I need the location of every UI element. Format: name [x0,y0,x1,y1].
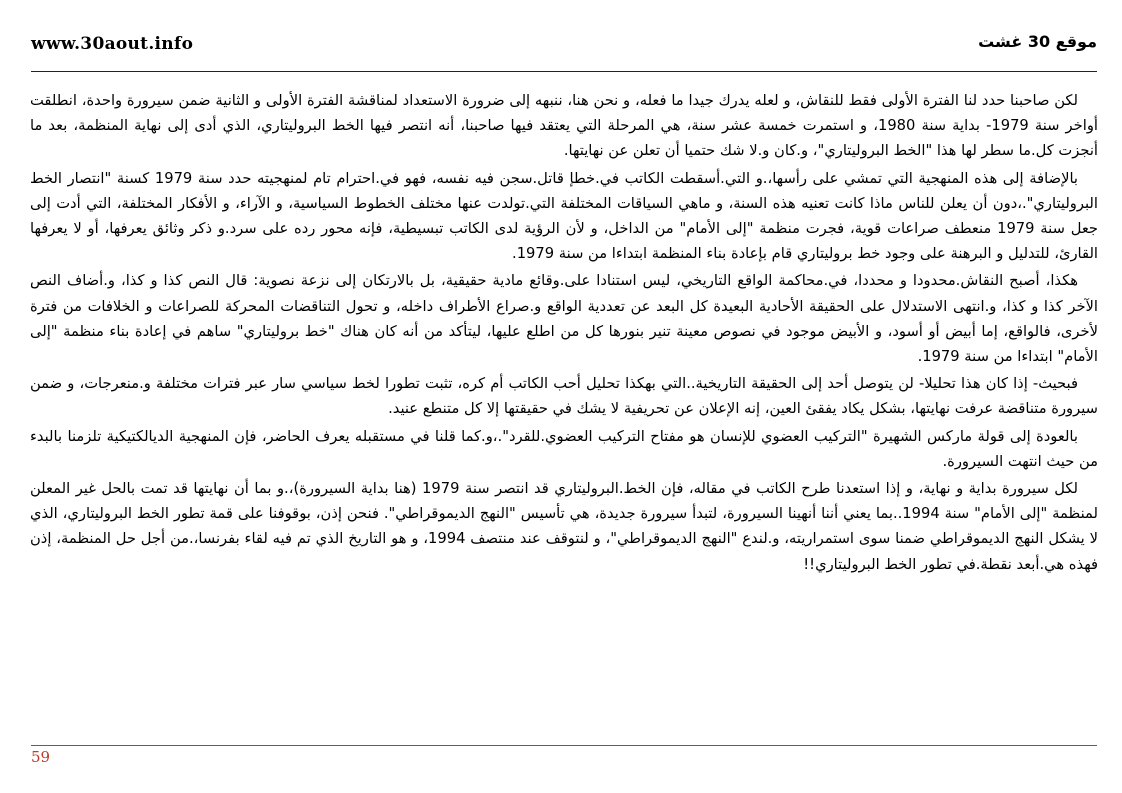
paragraph: لكن صاحبنا حدد لنا الفترة الأولى فقط للنقاش، و لعله يدرك جيدا ما فعله، و نحن هنا، ننبهه إلى ضرورة الاستعداد لمناقشة الفترة الأولى و الثانية ضمن سيرورة واحدة، انطلقت أواخر سنة 1979- بداية سنة 1980، و استمرت خمسة عشر سنة، هي المرحلة التي يعتقد فيها صاحبنا، أنه انتصر فيها الخط البروليتاري، الذي أدى إلى نهاية المنظمة، بعد ما أنجزت كل.ما سطر لها هذا "الخط البروليتاري"، و.كان و.لا شك حتميا أن تعلن عن نهايتها. [30,92,1098,160]
header-divider [31,71,1097,72]
page-header [31,30,1097,70]
paragraph: بالإضافة إلى هذه المنهجية التي تمشي على رأسها،.و التي.أسقطت الكاتب في.خطإ قاتل.سجن فيه نفسه، فهو في.احترام تام لمنهجيته حدد سنة 1979 كسنة "انتصار الخط البروليتاري".،دون أن يعلن للناس ماذا كانت تعنيه هذه السنة، و ماهي السياقات المختلفة التي.تولدت عنها مختلف الخطوط السياسية، و الآراء، و الأفكار المختلفة، التي أدت إلى جعل سنة 1979 منعطف صراعات قوية، فجرت منظمة "إلى الأمام" من الداخل، و لأن الرؤية لدى الكاتب تبسيطية، فإنه محور رده على سرد.و ذكر وثائق يعرفها، أو لا يعرفها القارئ، للتدليل و البرهنة على وجود خط بروليتاري قام بإعادة بناء المنظمة ابتداءا من سنة 1979. [30,169,1098,263]
paragraph: فبحيث- إذا كان هذا تحليلا- لن يتوصل أحد إلى الحقيقة التاريخية..التي بهكذا تحليل أحب الكاتب أم كره، تثبت تطورا لخط سياسي سار عبر فترات مختلفة و.منعرجات، و ضمن سيرورة متناقضة عرفت نهايتها، بشكل يكاد يفقئ العين، إنه الإعلان عن تحريفية لا يشك في حقيقتها إلا كل متنطع عنيد. [30,375,1098,418]
footer-divider [31,745,1097,746]
site-url: www.30aout.info [31,34,194,54]
paragraph: هكذا، أصبح النقاش.محدودا و محددا، في.محاكمة الواقع التاريخي، ليس استنادا على.وقائع مادية حقيقية، بل بالارتكان إلى نزعة نصوية: قال النص كذا و كذا، و.أضاف النص الآخر كذا و كذا، و.انتهى الاستدلال على الحقيقة الأحادية البعيدة كل البعد عن تعددية الواقع و.صراع الأطراف داخله، و تحول التناقضات المحركة للصراعات و الخلافات من فترة لأخرى، فالواقع، إما أبيض أو أسود، و الأبيض موجود في نصوص معينة تنير بنورها كل من اطلع عليها، ليتأكد من أنه كان هناك "خط بروليتاري" ساهم في إعادة بناء منظمة "إلى الأمام" ابتداءا من سنة 1979. [30,272,1098,366]
site-name: موقع 30 غشت [978,32,1097,51]
page-number: 59 [31,748,51,766]
article-body [30,88,1098,579]
paragraph: لكل سيرورة بداية و نهاية، و إذا استعدنا طرح الكاتب في مقاله، فإن الخط.البروليتاري قد انتصر سنة 1979 (هنا بداية السيرورة)،.و بما أن نهايتها قد تمت بالحل غير المعلن لمنظمة "إلى الأمام" سنة 1994..بما يعني أننا أنهينا السيرورة، لتبدأ سيرورة جديدة، هي تأسيس "النهج الديموقراطي". فنحن إذن، بوقوفنا على قمة تطور الخط البروليتاري، الذي لا يشكل النهج الديموقراطي ضمنا سوى استمراريته، و.لندع "النهج الديموقراطي"، و لنتوقف عند منتصف 1994، و هو التاريخ الذي تم فيه لقاء بفرنسا،.من أجل حل المنظمة، إذن فهذه هي.أبعد نقطة.في تطور الخط البروليتاري!! [30,480,1098,573]
paragraph: بالعودة إلى قولة ماركس الشهيرة "التركيب العضوي للإنسان هو مفتاح التركيب العضوي.للقرد".،و.كما قلنا في مستقبله يعرف الحاضر، فإن المنهجية الديالكتيكية تلزمنا بالبدء من حيث انتهت السيرورة. [30,427,1098,470]
